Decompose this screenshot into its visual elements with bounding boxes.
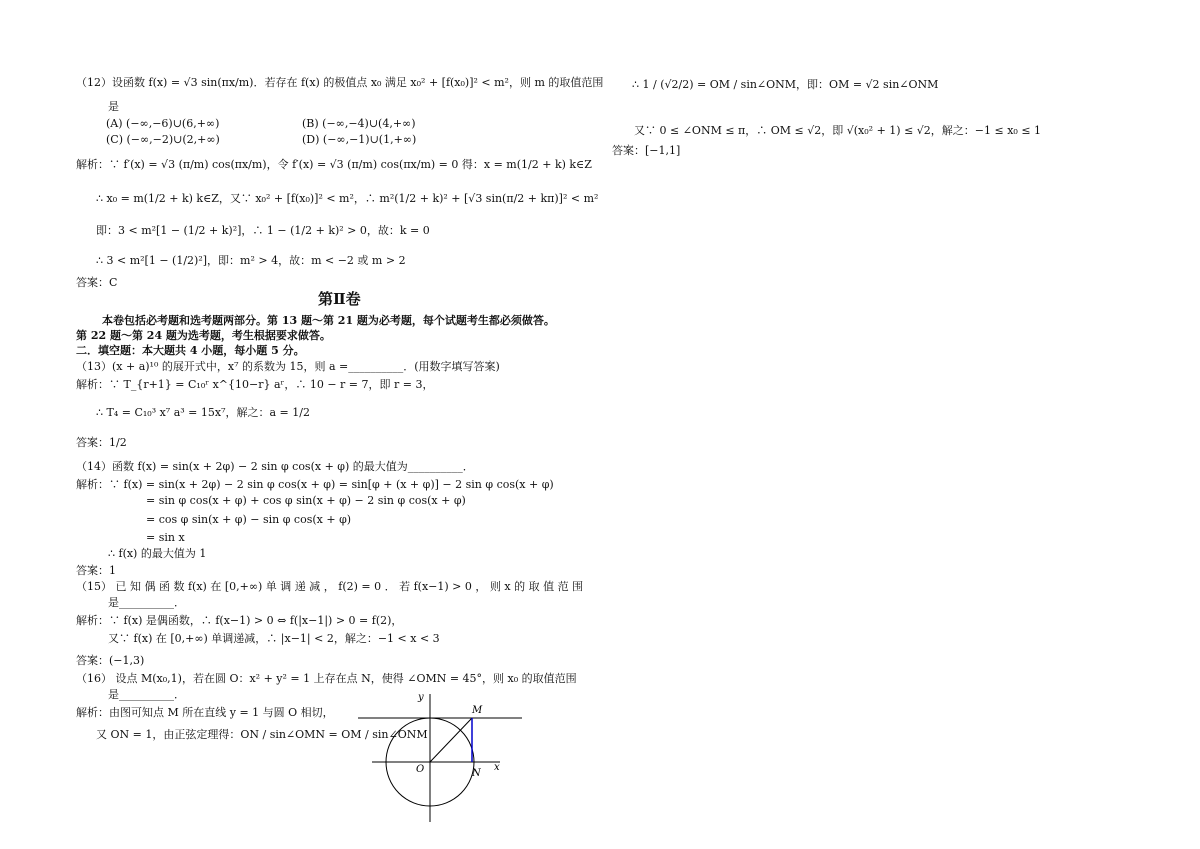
left-line: ∴ 3 < m²[1 − (1/2)²]，即：m² > 4，故：m < −2 或 m > 2 xyxy=(96,254,406,267)
y-axis-label: y xyxy=(418,692,424,703)
lower-line: = cos φ sin(x + φ) − sin φ cos(x + φ) xyxy=(146,513,352,526)
lower-line: ∴ T₄ = C₁₀³ x⁷ a³ = 15x⁷，解之：a = 1/2 xyxy=(96,406,310,419)
lower-line: 是__________． xyxy=(108,688,185,701)
lower-line: = sin φ cos(x + φ) + cos φ sin(x + φ) − 2 sin φ cos(x + φ) xyxy=(146,494,466,507)
intro-line: 第 22 题～第 24 题为选考题，考生根据要求做答。 xyxy=(76,329,331,342)
point-n-label: N xyxy=(472,768,481,779)
left-line: 是 xyxy=(108,100,119,113)
lower-line: 解析：由图可知点 M 所在直线 y = 1 与圆 O 相切， xyxy=(76,706,334,719)
section-title: 第Ⅱ卷 xyxy=(318,290,361,308)
intro-line: 本卷包括必考题和选考题两部分。第 13 题～第 21 题为必考题，每个试题考生都必须做答。 xyxy=(102,314,555,327)
lower-line: 又∵ f(x) 在 [0,+∞) 单调递减，∴ |x−1| < 2，解之：−1 < x < 3 xyxy=(108,632,440,645)
right-line: ∴ 1 / (√2/2) = OM / sin∠ONM，即：OM = √2 sin∠ONM xyxy=(632,78,939,91)
lower-line: （16） 设点 M(x₀,1)，若在圆 O：x² + y² = 1 上存在点 N，使得 ∠OMN = 45°，则 x₀ 的取值范围 xyxy=(76,672,577,685)
lower-line: （13）(x + a)¹⁰ 的展开式中，x⁷ 的系数为 15，则 a =__________．(用数字填写答案) xyxy=(76,360,500,373)
lower-line: 解析：∵ f(x) = sin(x + 2φ) − 2 sin φ cos(x + φ) = sin[φ + (x + φ)] − 2 sin φ cos(x + φ) xyxy=(76,478,554,491)
left-line: (A) (−∞,−6)∪(6,+∞) xyxy=(106,117,220,130)
left-line: (B) (−∞,−4)∪(4,+∞) xyxy=(302,117,416,130)
left-line: (C) (−∞,−2)∪(2,+∞) xyxy=(106,133,220,146)
left-line: (D) (−∞,−1)∪(1,+∞) xyxy=(302,133,417,146)
right-line: 答案：[−1,1] xyxy=(612,144,681,157)
x-axis-label: x xyxy=(494,762,500,773)
circle-figure xyxy=(352,690,552,830)
origin-label: O xyxy=(416,764,425,775)
lower-line: 又 ON = 1，由正弦定理得：ON / sin∠OMN = OM / sin∠ONM xyxy=(96,728,428,741)
lower-line: （14）函数 f(x) = sin(x + 2φ) − 2 sin φ cos(x + φ) 的最大值为__________． xyxy=(76,460,474,473)
left-line: 解析：∵ f′(x) = √3 (π/m) cos(πx/m)，令 f′(x) = √3 (π/m) cos(πx/m) = 0 得：x = m(1/2 + k) k∈Z xyxy=(76,158,592,171)
lower-line: 答案：(−1,3) xyxy=(76,654,145,667)
lower-line: 答案：1/2 xyxy=(76,436,127,449)
lower-line: 答案：1 xyxy=(76,564,116,577)
right-line: 又∵ 0 ≤ ∠ONM ≤ π，∴ OM ≤ √2，即 √(x₀² + 1) ≤ √2，解之：−1 ≤ x₀ ≤ 1 xyxy=(634,124,1042,137)
lower-line: 解析：∵ f(x) 是偶函数，∴ f(x−1) > 0 ⇔ f(|x−1|) > 0 = f(2)， xyxy=(76,614,403,627)
lower-line: 是__________． xyxy=(108,596,185,609)
left-line: ∴ x₀ = m(1/2 + k) k∈Z，又∵ x₀² + [f(x₀)]² < m²，∴ m²(1/2 + k)² + [√3 sin(π/2 + kπ)]² < m² xyxy=(96,192,599,205)
lower-line: ∴ f(x) 的最大值为 1 xyxy=(108,547,207,560)
intro-line: 二．填空题：本大题共 4 小题，每小题 5 分。 xyxy=(76,344,305,357)
left-line: 答案：C xyxy=(76,276,118,289)
point-m-label: M xyxy=(472,705,483,716)
segment-om xyxy=(430,718,472,762)
lower-line: = sin x xyxy=(146,531,185,544)
left-line: 即：3 < m²[1 − (1/2 + k)²]，∴ 1 − (1/2 + k)² > 0，故：k = 0 xyxy=(96,224,430,237)
left-line: （12）设函数 f(x) = √3 sin(πx/m)．若存在 f(x) 的极值点 x₀ 满足 x₀² + [f(x₀)]² < m²，则 m 的取值范围 xyxy=(76,76,604,89)
lower-line: 解析：∵ T_{r+1} = C₁₀ʳ x^{10−r} aʳ，∴ 10 − r = 7，即 r = 3， xyxy=(76,378,434,391)
lower-line: （15） 已 知 偶 函 数 f(x) 在 [0,+∞) 单 调 递 减 ， f(2) = 0 ． 若 f(x−1) > 0 ， 则 x 的 取 值 范 围 xyxy=(76,580,584,593)
